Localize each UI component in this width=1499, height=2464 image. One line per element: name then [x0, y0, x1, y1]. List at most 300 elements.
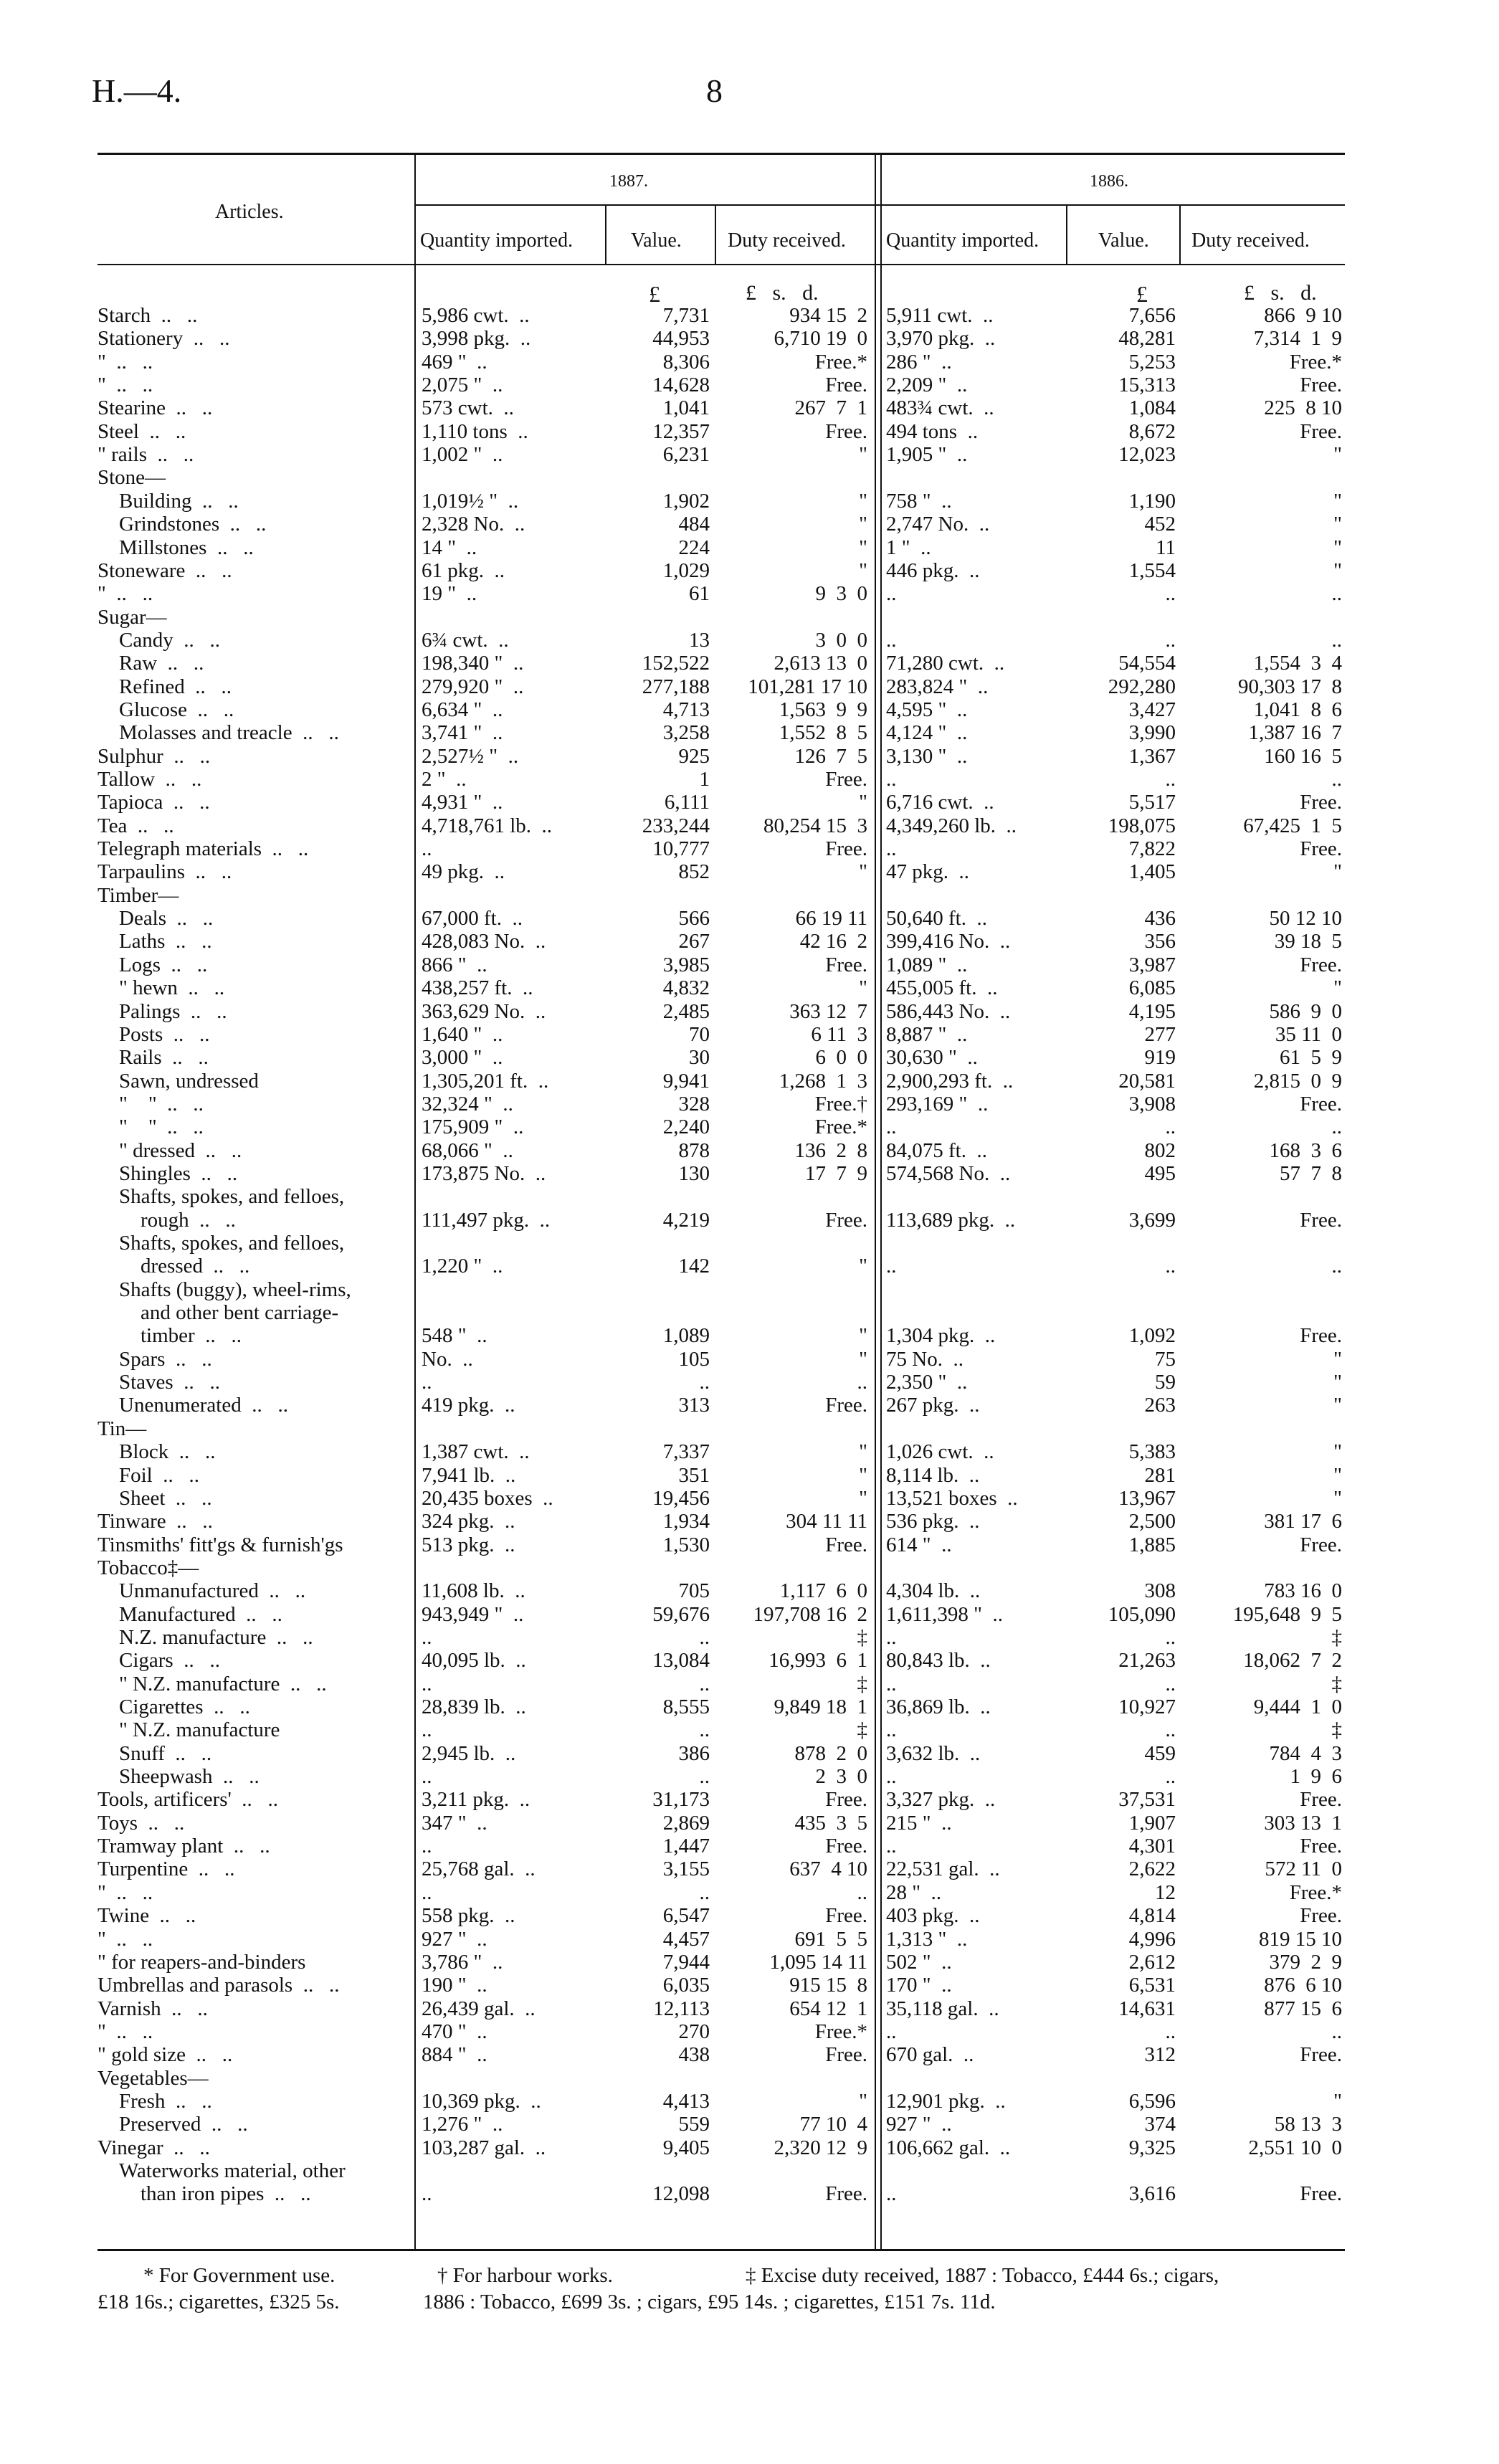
value-1887: 12,113: [653, 1997, 710, 2020]
article-name: Varnish .. ..: [97, 1997, 208, 2020]
qty-1886: 1,304 pkg. ..: [886, 1324, 996, 1348]
qty-1886: 5,911 cwt. ..: [886, 304, 994, 327]
value-1886: 15,313: [1118, 374, 1176, 397]
duty-1886: 2,551 10 0: [1248, 2136, 1342, 2159]
qty-1886: 3,632 lb. ..: [886, 1741, 981, 1765]
duty-1887: 80,254 15 3: [763, 814, 867, 837]
duty-1886: 50 12 10: [1269, 907, 1342, 931]
duty-1886: ": [1333, 558, 1342, 582]
value-1887: 2,869: [662, 1811, 710, 1835]
qty-1887: 943,949 " ..: [422, 1602, 524, 1626]
qty-1886: 2,350 " ..: [886, 1371, 968, 1394]
duty-1887: ": [859, 1486, 867, 1510]
value-1887: 19,456: [652, 1486, 710, 1510]
qty-1886: 536 pkg. ..: [886, 1510, 980, 1533]
article-name: Raw .. ..: [119, 652, 204, 675]
value-1886: 2,622: [1128, 1857, 1176, 1881]
qty-1887: 558 pkg. ..: [422, 1904, 515, 1928]
value-1887: 4,713: [662, 698, 710, 721]
duty-1886: 1,554 3 4: [1253, 652, 1342, 675]
duty-1887: 1,563 9 9: [779, 698, 867, 721]
value-1887: 8,555: [662, 1695, 710, 1718]
qty-1886: 22,531 gal. ..: [886, 1857, 1000, 1881]
value-1887: 142: [678, 1255, 710, 1278]
duty-1887: 654 12 1: [789, 1997, 867, 2020]
value-1887: 61: [689, 582, 710, 606]
qty-1886: 3,970 pkg. ..: [886, 327, 996, 351]
article-name: Foil .. ..: [119, 1463, 199, 1487]
article-name: Molasses and treacle .. ..: [119, 721, 339, 745]
qty-1887: 2,527½ " ..: [422, 744, 519, 768]
value-1886: 105,090: [1108, 1602, 1176, 1626]
qty-1887: 347 " ..: [422, 1811, 487, 1835]
value-1887: 4,413: [662, 2089, 710, 2113]
article-name: Shafts (buggy), wheel-rims,: [119, 1278, 351, 1301]
value-1886: 4,996: [1128, 1927, 1176, 1951]
duty-1887: 2,613 13 0: [774, 652, 867, 675]
duty-1886: 225 8 10: [1264, 396, 1342, 420]
value-1887: 852: [678, 860, 710, 884]
value-1887: 8,306: [662, 350, 710, 374]
qty-1887: 11,608 lb. ..: [422, 1579, 525, 1603]
value-1887: ..: [699, 1718, 710, 1742]
duty-1887: Free.*: [814, 350, 867, 374]
duty-1886: Free.: [1300, 837, 1342, 861]
qty-1886: 446 pkg. ..: [886, 558, 980, 582]
duty-1886: 819 15 10: [1259, 1927, 1342, 1951]
value-1887: 386: [678, 1741, 710, 1765]
value-1887: 925: [678, 744, 710, 768]
value-1886: 1,907: [1128, 1811, 1176, 1835]
qty-1886: 1,026 cwt. ..: [886, 1440, 994, 1464]
value-1886: ..: [1165, 1625, 1176, 1649]
duty-1886: 1,041 8 6: [1253, 698, 1342, 721]
article-name: " " .. ..: [119, 1092, 204, 1116]
duty-1886: ": [1333, 536, 1342, 559]
value-1886: ..: [1165, 1255, 1176, 1278]
article-name: Turpentine .. ..: [97, 1857, 235, 1881]
duty-1886: 876 6 10: [1264, 1974, 1342, 1997]
qty-1887: 2,328 No. ..: [422, 513, 525, 536]
value-1887: ..: [699, 1625, 710, 1649]
qty-1886: 28 " ..: [886, 1880, 942, 1904]
duty-1886: Free.: [1300, 1324, 1342, 1348]
qty-1886: 8,887 " ..: [886, 1022, 968, 1046]
duty-1887: 878 2 0: [794, 1741, 867, 1765]
duty-1887: 197,708 16 2: [753, 1602, 867, 1626]
value-1887: 10,777: [652, 837, 710, 861]
value-1886: 54,554: [1118, 652, 1176, 675]
duty-1887: 1,552 8 5: [779, 721, 867, 745]
value-1886: 292,280: [1108, 675, 1176, 698]
duty-1887: 6,710 19 0: [774, 327, 867, 351]
value-1886: 7,822: [1128, 837, 1176, 861]
qty-1886: 215 " ..: [886, 1811, 952, 1835]
qty-1886: 614 " ..: [886, 1533, 952, 1556]
qty-1887: 927 " ..: [422, 1927, 487, 1951]
article-name: Shafts, spokes, and felloes,: [119, 1232, 345, 1255]
article-name: Tramway plant .. ..: [97, 1835, 270, 1858]
duty-1886: ": [1333, 489, 1342, 513]
qty-1886: ..: [886, 1116, 897, 1139]
value-1886: 1,084: [1128, 396, 1176, 420]
duty-1887: ": [859, 1463, 867, 1487]
value-1886: 3,990: [1128, 721, 1176, 745]
article-name: Tarpaulins .. ..: [97, 860, 232, 884]
qty-1887: 28,839 lb. ..: [422, 1695, 526, 1718]
value-1887: 13: [689, 628, 710, 652]
duty-1887: ": [859, 2089, 867, 2113]
qty-1887: 1,110 tons ..: [422, 419, 528, 443]
duty-1886: 58 13 3: [1274, 2113, 1342, 2136]
duty-1887: 6 11 3: [811, 1022, 867, 1046]
article-name: " rails .. ..: [97, 443, 194, 467]
qty-1886: 13,521 boxes ..: [886, 1486, 1018, 1510]
unit-value-1886: £: [1136, 281, 1148, 307]
duty-1887: ": [859, 513, 867, 536]
duty-1886: ": [1333, 1463, 1342, 1487]
qty-1887: ..: [422, 2182, 432, 2206]
value-1887: 559: [678, 2113, 710, 2136]
article-name: Laths .. ..: [119, 930, 212, 953]
value-1887: 4,832: [662, 976, 710, 1000]
article-name: " .. ..: [97, 582, 153, 606]
value-1887: 1,902: [662, 489, 710, 513]
duty-1886: Free.*: [1289, 350, 1342, 374]
duty-1886: ‡: [1331, 1672, 1342, 1695]
duty-1886: Free.: [1300, 374, 1342, 397]
value-1887: 70: [689, 1022, 710, 1046]
article-name: Tin—: [97, 1417, 147, 1440]
duty-1887: ": [859, 976, 867, 1000]
qty-1886: 4,349,260 lb. ..: [886, 814, 1017, 837]
document-id: H.—4.: [92, 72, 182, 109]
value-1886: 3,616: [1128, 2182, 1176, 2206]
articles-heading: Articles.: [215, 201, 284, 223]
duty-1887: 9 3 0: [815, 582, 867, 606]
qty-1887: 19 " ..: [422, 582, 477, 606]
article-name: Steel .. ..: [97, 419, 186, 443]
footnote-harbour: † For harbour works.: [437, 2264, 613, 2287]
value-1887: ..: [699, 1672, 710, 1695]
qty-1887: ..: [422, 1765, 432, 1789]
value-1886: ..: [1165, 582, 1176, 606]
value-1887: 1,089: [662, 1324, 710, 1348]
qty-1887: ..: [422, 1718, 432, 1742]
value-1887: 328: [678, 1092, 710, 1116]
duty-1886: 67,425 1 5: [1243, 814, 1342, 837]
duty-1886: ..: [1331, 1116, 1342, 1139]
value-1886: 6,596: [1128, 2089, 1176, 2113]
value-1887: 270: [678, 2020, 710, 2043]
duty-1886: ": [1333, 860, 1342, 884]
duty-1887: 101,281 17 10: [748, 675, 867, 698]
value-heading-1887: Value.: [631, 229, 682, 252]
value-1887: 7,337: [662, 1440, 710, 1464]
qty-1886: ..: [886, 1765, 897, 1789]
qty-1886: 267 pkg. ..: [886, 1394, 980, 1417]
duty-1887: 126 7 5: [794, 744, 867, 768]
article-name: Stationery .. ..: [97, 327, 230, 351]
value-1887: 313: [678, 1394, 710, 1417]
qty-1886: 84,075 ft. ..: [886, 1138, 987, 1162]
duty-1886: Free.: [1300, 419, 1342, 443]
duty-1887: ": [859, 1440, 867, 1464]
article-name: Rails .. ..: [119, 1046, 209, 1070]
duty-1886: ..: [1331, 1255, 1342, 1278]
duty-1886: ‡: [1331, 1718, 1342, 1742]
duty-1887: 363 12 7: [789, 999, 867, 1023]
duty-1887: 16,993 6 1: [768, 1649, 867, 1673]
duty-1886: ..: [1331, 768, 1342, 791]
value-1887: 4,457: [662, 1927, 710, 1951]
qty-1886: ..: [886, 1835, 897, 1858]
value-1886: 1,885: [1128, 1533, 1176, 1556]
qty-1886: ..: [886, 1255, 897, 1278]
article-name: Posts .. ..: [119, 1022, 210, 1046]
qty-1886: 1,089 " ..: [886, 953, 968, 976]
value-1886: 802: [1144, 1138, 1176, 1162]
article-name: Building .. ..: [119, 489, 239, 513]
qty-1886: ..: [886, 768, 897, 791]
article-name: Spars .. ..: [119, 1347, 212, 1371]
qty-1886: 483¾ cwt. ..: [886, 396, 994, 420]
qty-1886: ..: [886, 628, 897, 652]
article-name: Sheepwash .. ..: [119, 1765, 260, 1789]
qty-1887: 1,002 " ..: [422, 443, 503, 467]
value-1886: 1,367: [1128, 744, 1176, 768]
duty-1886: 90,303 17 8: [1238, 675, 1342, 698]
value-1887: 12,357: [652, 419, 710, 443]
duty-1886: Free.: [1300, 791, 1342, 814]
article-name: rough .. ..: [141, 1208, 236, 1232]
article-name: Glucose .. ..: [119, 698, 234, 721]
qty-1886: 1 " ..: [886, 536, 931, 559]
qty-1887: 438,257 ft. ..: [422, 976, 533, 1000]
value-1887: 4,219: [662, 1208, 710, 1232]
article-name: Deals .. ..: [119, 907, 214, 931]
value-1887: ..: [699, 1371, 710, 1394]
duty-1886: Free.: [1300, 1208, 1342, 1232]
article-name: Stoneware .. ..: [97, 558, 232, 582]
qty-1886: 170 " ..: [886, 1974, 952, 1997]
article-name: Tinsmiths' fitt'gs & furnish'gs: [97, 1533, 343, 1556]
qty-1886: ..: [886, 1625, 897, 1649]
duty-1887: Free.: [825, 419, 867, 443]
qty-1886: 8,114 lb. ..: [886, 1463, 980, 1487]
duty-1887: ": [859, 1324, 867, 1348]
duty-1886: ": [1333, 443, 1342, 467]
qty-1887: 3,000 " ..: [422, 1046, 503, 1070]
value-1887: 6,547: [662, 1904, 710, 1928]
duty-1886: 168 3 6: [1269, 1138, 1342, 1162]
year-1886-heading: 1886.: [1090, 172, 1128, 191]
duty-1887: 6 0 0: [815, 1046, 867, 1070]
unit-duty-1887: £ s. d.: [746, 281, 819, 305]
article-name: " hewn .. ..: [119, 976, 225, 1000]
duty-1886: 866 9 10: [1264, 304, 1342, 327]
value-1886: ..: [1165, 1116, 1176, 1139]
value-1886: 1,190: [1128, 489, 1176, 513]
value-1886: 8,672: [1128, 419, 1176, 443]
duty-1887: Free.: [825, 1208, 867, 1232]
qty-1886: 80,843 lb. ..: [886, 1649, 991, 1673]
qty-1886: 2,900,293 ft. ..: [886, 1069, 1014, 1093]
qty-1887: 68,066 " ..: [422, 1138, 513, 1162]
qty-1886: 4,595 " ..: [886, 698, 968, 721]
article-name: Sugar—: [97, 605, 167, 629]
value-1887: 1,041: [662, 396, 710, 420]
qty-1886: 75 No. ..: [886, 1347, 963, 1371]
qty-1886: 574,568 No. ..: [886, 1161, 1011, 1185]
duty-1887: Free.*: [814, 1116, 867, 1139]
article-name: " .. ..: [97, 2020, 153, 2043]
value-1887: 1,029: [662, 558, 710, 582]
qty-1887: 7,941 lb. ..: [422, 1463, 516, 1487]
value-1886: 3,427: [1128, 698, 1176, 721]
value-1886: 37,531: [1118, 1788, 1176, 1812]
qty-1887: 573 cwt. ..: [422, 396, 514, 420]
article-name: " .. ..: [97, 1927, 153, 1951]
qty-1886: ..: [886, 1672, 897, 1695]
article-name: Timber—: [97, 883, 179, 907]
value-1887: ..: [699, 1765, 710, 1789]
qty-1886: ..: [886, 837, 897, 861]
qty-1886: 6,716 cwt. ..: [886, 791, 994, 814]
qty-1887: 1,276 " ..: [422, 2113, 503, 2136]
article-name: Starch .. ..: [97, 304, 198, 327]
qty-1887: No. ..: [422, 1347, 473, 1371]
value-1887: 6,231: [662, 443, 710, 467]
value-1887: 30: [689, 1046, 710, 1070]
qty-1887: ..: [422, 1835, 432, 1858]
article-name: Shafts, spokes, and felloes,: [119, 1185, 345, 1209]
qty-1887: 26,439 gal. ..: [422, 1997, 536, 2020]
qty-1886: 399,416 No. ..: [886, 930, 1011, 953]
footnote-government: * For Government use.: [143, 2264, 336, 2287]
article-name: Cigarettes .. ..: [119, 1695, 250, 1718]
duty-1887: 637 4 10: [789, 1857, 867, 1881]
qty-1887: ..: [422, 1625, 432, 1649]
unit-value-1887: £: [649, 281, 660, 307]
qty-1887: 1,220 " ..: [422, 1255, 503, 1278]
duty-1886: Free.: [1300, 953, 1342, 976]
duty-1887: 17 7 9: [805, 1161, 867, 1185]
value-1886: 3,699: [1128, 1208, 1176, 1232]
value-1887: 152,522: [642, 652, 710, 675]
duty-1886: 572 11 0: [1265, 1857, 1342, 1881]
qty-1887: 1,305,201 ft. ..: [422, 1069, 549, 1093]
value-1886: 356: [1144, 930, 1176, 953]
qty-1886: 106,662 gal. ..: [886, 2136, 1011, 2159]
value-1886: 3,908: [1128, 1092, 1176, 1116]
article-name: Logs .. ..: [119, 953, 208, 976]
article-name: Unmanufactured .. ..: [119, 1579, 306, 1603]
value-1887: 1,934: [662, 1510, 710, 1533]
qty-1887: 3,211 pkg. ..: [422, 1788, 530, 1812]
article-name: Shingles .. ..: [119, 1161, 238, 1185]
article-name: Tobacco‡—: [97, 1556, 199, 1579]
article-name: Refined .. ..: [119, 675, 232, 698]
qty-1886: 403 pkg. ..: [886, 1904, 980, 1928]
article-name: Fresh .. ..: [119, 2089, 212, 2113]
qty-1887: 175,909 " ..: [422, 1116, 524, 1139]
duty-1887: Free.: [825, 768, 867, 791]
value-1887: 233,244: [642, 814, 710, 837]
article-name: Twine .. ..: [97, 1904, 196, 1928]
duty-1886: Free.: [1300, 2182, 1342, 2206]
value-1887: 3,155: [662, 1857, 710, 1881]
value-1886: 919: [1144, 1046, 1176, 1070]
value-1886: ..: [1165, 628, 1176, 652]
duty-1886: 57 7 8: [1280, 1161, 1342, 1185]
duty-1886: 7,314 1 9: [1253, 327, 1342, 351]
value-1887: 3,985: [662, 953, 710, 976]
duty-1886: Free.: [1300, 1533, 1342, 1556]
value-1887: 484: [678, 513, 710, 536]
value-1887: 9,405: [662, 2136, 710, 2159]
value-1887: 3,258: [662, 721, 710, 745]
duty-1886: 61 5 9: [1280, 1046, 1342, 1070]
qty-1886: 12,901 pkg. ..: [886, 2089, 1006, 2113]
value-1887: 59,676: [652, 1602, 710, 1626]
duty-1886: 586 9 0: [1269, 999, 1342, 1023]
duty-1887: ..: [857, 1880, 867, 1904]
qty-1886: 286 " ..: [886, 350, 952, 374]
value-1886: ..: [1165, 2020, 1176, 2043]
qty-1887: ..: [422, 837, 432, 861]
qty-1887: 428,083 No. ..: [422, 930, 546, 953]
duty-1886: 2,815 0 9: [1253, 1069, 1342, 1093]
article-name: Tea .. ..: [97, 814, 174, 837]
article-name: Vegetables—: [97, 2066, 209, 2090]
duty-1886: ": [1333, 1347, 1342, 1371]
article-name: Umbrellas and parasols .. ..: [97, 1974, 340, 1997]
duty-1886: Free.: [1300, 1788, 1342, 1812]
qty-1887: 111,497 pkg. ..: [422, 1208, 551, 1232]
value-1886: 4,814: [1128, 1904, 1176, 1928]
qty-1887: 32,324 " ..: [422, 1092, 513, 1116]
value-1887: 1,530: [662, 1533, 710, 1556]
qty-1886: ..: [886, 1718, 897, 1742]
duty-1886: ": [1333, 1394, 1342, 1417]
duty-1887: ‡: [857, 1625, 867, 1649]
value-1887: 6,111: [664, 791, 710, 814]
value-1886: 5,253: [1128, 350, 1176, 374]
duty-1887: 1,268 1 3: [779, 1069, 867, 1093]
article-name: " .. ..: [97, 1880, 153, 1904]
value-1886: 2,612: [1128, 1950, 1176, 1974]
value-1886: 277: [1144, 1022, 1176, 1046]
duty-1886: 877 15 6: [1264, 1997, 1342, 2020]
duty-1886: 160 16 5: [1264, 744, 1342, 768]
duty-1886: 381 17 6: [1264, 1510, 1342, 1533]
article-name: " for reapers-and-binders: [97, 1950, 306, 1974]
value-1887: 105: [678, 1347, 710, 1371]
duty-1887: ..: [857, 1371, 867, 1394]
qty-1887: 279,920 " ..: [422, 675, 524, 698]
duty-1887: 267 7 1: [794, 396, 867, 420]
duty-1887: ": [859, 1347, 867, 1371]
article-name: " dressed .. ..: [119, 1138, 242, 1162]
qty-1887: 884 " ..: [422, 2043, 487, 2067]
value-1886: 452: [1144, 513, 1176, 536]
value-1886: 6,531: [1128, 1974, 1176, 1997]
duty-1886: ..: [1331, 582, 1342, 606]
qty-1887: 4,718,761 lb. ..: [422, 814, 553, 837]
article-name: " .. ..: [97, 374, 153, 397]
value-1886: 9,325: [1128, 2136, 1176, 2159]
